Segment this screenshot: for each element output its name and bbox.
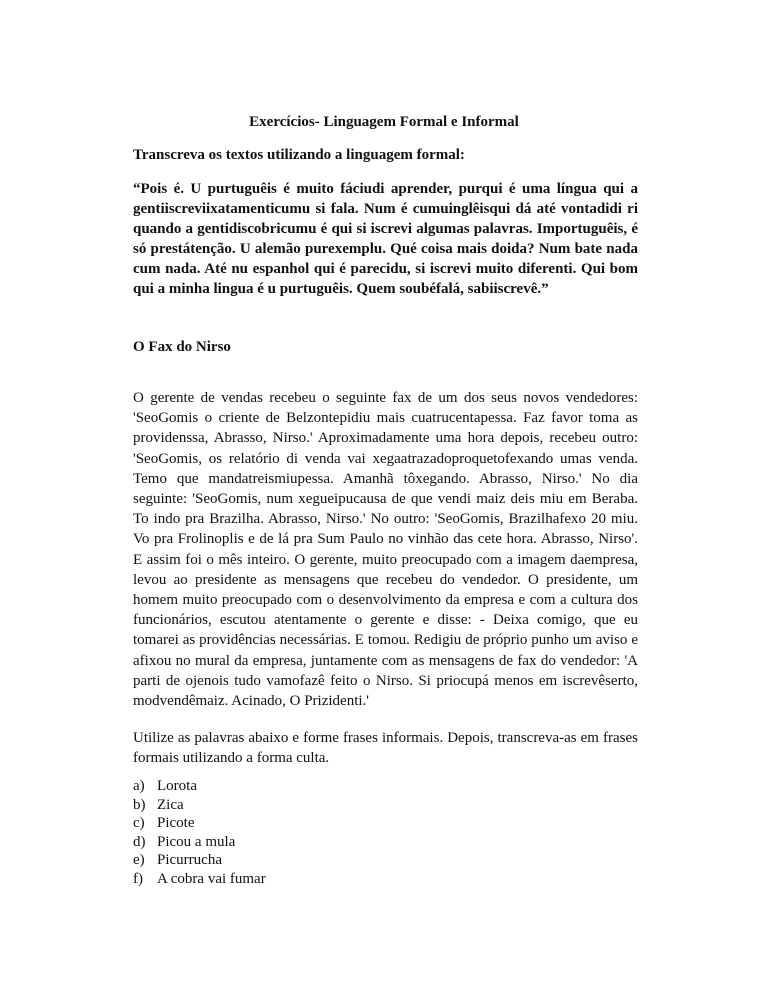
list-marker: f) [133,870,143,887]
quote-paragraph: “Pois é. U purtuguêis é muito fáciudi aprender, purqui é uma língua qui a gentiiscreviixatamenticumu si fala. Num é cumuinglêisqui dá até vontadidi ri quando a gentidiscobricumu é qui si iscrevi algumas palavras. Importuguêis, é só prestátenção. U alemão purexemplu. Qué coisa mais doida? Num bate nada cum nada. Até nu espanhol qui é parecidu, si iscrevi muito diferenti. Qui bom qui a minha lingua é u purtuguêis. Quem soubéfalá, sabiiscrevê.” [133,181,638,297]
list-item-text: Picurrucha [157,852,222,869]
exercise-instruction: Utilize as palavras abaixo e forme frases informais. Depois, transcreva-as em frases formais utilizando a forma culta. [133,730,638,766]
list-item [133,796,266,815]
list-item-text: Picote [157,815,195,832]
list-item-text: Zica [157,796,184,813]
word-list [133,777,266,889]
list-item-text: Picou a mula [157,833,236,850]
list-item [133,851,266,870]
list-item [133,870,266,889]
section-title: O Fax do Nirso [133,339,231,355]
list-item [133,833,266,852]
list-item [133,777,266,796]
list-marker: d) [133,833,146,850]
list-item-text: A cobra vai fumar [157,870,266,887]
list-marker: a) [133,778,145,794]
list-marker: e) [133,852,145,869]
instruction-text: Transcreva os textos utilizando a linguagem formal: [133,147,465,163]
list-marker: b) [133,796,146,813]
document-title: Exercícios- Linguagem Formal e Informal [249,114,519,130]
list-marker: c) [133,815,145,832]
list-item-text: Lorota [157,778,197,794]
list-item [133,814,266,833]
fax-story-paragraph: O gerente de vendas recebeu o seguinte fax de um dos seus novos vendedores: 'SeoGomis o criente de Belzontepidiu mais cuatrucentapessa. Faz favor toma as providenssa, Abrasso, Nirso.' Aproximadamente uma hora depois, recebeu outro: 'SeoGomis, os relatório di venda vai xegaatrazadoproquetofexando umas venda. Temo que mandatreismiupessa. Amanhã tôxegando. Abrasso, Nirso.' No dia seguinte: 'SeoGomis, num xegueipucausa de que vendi maiz deis miu em Beraba. To indo pra Brazilha. Abrasso, Nirso.' No outro: 'SeoGomis, Brazilhafexo 20 miu. Vo pra Frolinoplis e de lá pra Sum Paulo no vinhão das cete hora. Abrasso, Nirso'. E assim foi o mês inteiro. O gerente, muito preocupado com a imagem daempresa, levou ao presidente as mensagens que recebeu do vendedor. O presidente, um homem muito preocupado com o desenvolvimento da empresa e com a cultura dos funcionários, escutou atentamente o gerente e disse: - Deixa comigo, que eu tomarei as providências necessárias. E tomou. Redigiu de próprio punho um aviso e afixou no mural da empresa, juntamente com as mensagens de fax do vendedor: 'A parti de ojenois tudo vamofazê feito o Nirso. Si priocupá menos em iscrevêserto, modvendêmaiz. Acinado, O Prizidenti.' [133,390,638,710]
